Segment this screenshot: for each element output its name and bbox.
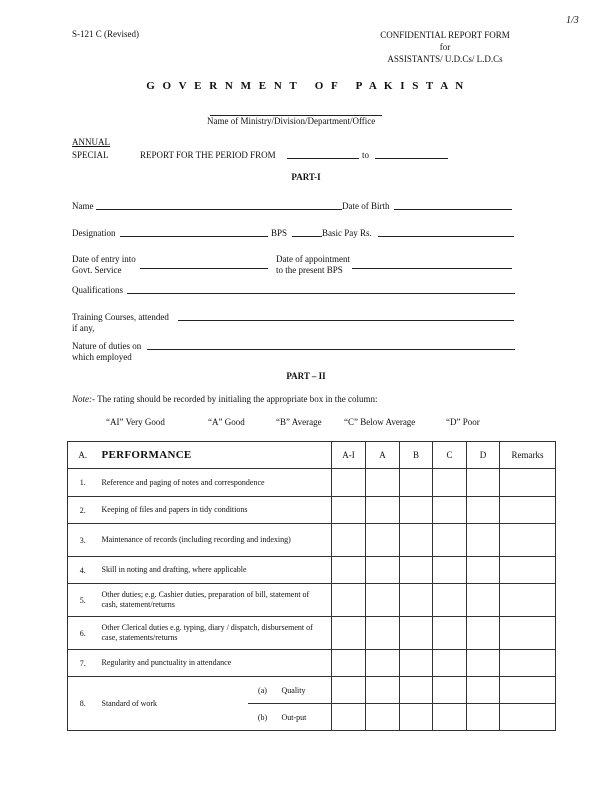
sub-label-a: (a)	[248, 677, 278, 704]
rating-cell[interactable]	[433, 617, 467, 650]
rating-cell[interactable]	[332, 524, 366, 557]
row-description: Skill in noting and drafting, where applicable	[98, 557, 332, 584]
note-text: The rating should be recorded by initialing the appropriate box in the column:	[95, 394, 378, 404]
dob-field[interactable]	[394, 209, 512, 210]
row-number: 8.	[68, 677, 98, 731]
rating-cell[interactable]	[366, 617, 400, 650]
rating-cell[interactable]	[433, 677, 467, 704]
bps-label: BPS	[271, 228, 288, 238]
section-letter: A.	[68, 442, 98, 469]
rating-b: “B” Average	[276, 417, 322, 427]
rating-cell[interactable]	[433, 704, 467, 731]
rating-cell[interactable]	[332, 557, 366, 584]
remarks-cell[interactable]	[500, 557, 556, 584]
row-number: 6.	[68, 617, 98, 650]
row-description: Regularity and punctuality in attendance	[98, 650, 332, 677]
table-row	[68, 617, 556, 650]
row-number: 3.	[68, 524, 98, 557]
note-label: Note:-	[72, 394, 95, 404]
table-header-row	[68, 442, 556, 469]
basic-pay-field[interactable]	[378, 236, 514, 237]
col-a-i: A-I	[332, 442, 366, 469]
entry-label	[72, 254, 136, 276]
qualifications-label: Qualifications	[72, 285, 123, 295]
rating-cell[interactable]	[332, 617, 366, 650]
appointment-label-line-1: Date of appointment	[276, 254, 350, 264]
qualifications-field[interactable]	[127, 293, 515, 294]
col-c: C	[433, 442, 467, 469]
col-d: D	[467, 442, 500, 469]
rating-ai: “AI” Very Good	[106, 417, 165, 427]
form-code: S-121 C (Revised)	[72, 29, 139, 39]
sub-label-b: (b)	[248, 704, 278, 731]
table-row	[68, 557, 556, 584]
col-remarks: Remarks	[500, 442, 556, 469]
row-description: Standard of work	[98, 677, 248, 731]
rating-cell[interactable]	[467, 524, 500, 557]
name-field[interactable]	[96, 209, 342, 210]
header-line-3: ASSISTANTS/ U.D.Cs/ L.D.Cs	[387, 54, 503, 64]
ministry-label: Name of Ministry/Division/Department/Office	[207, 116, 376, 126]
rating-d: “D” Poor	[446, 417, 480, 427]
rating-cell[interactable]	[467, 584, 500, 617]
header-line-2: for	[439, 42, 451, 52]
rating-cell[interactable]	[467, 469, 500, 497]
rating-cell[interactable]	[332, 584, 366, 617]
row-number: 4.	[68, 557, 98, 584]
rating-cell[interactable]	[366, 677, 400, 704]
report-type-special[interactable]: SPECIAL	[72, 150, 109, 160]
row-description: Other duties; e.g. Cashier duties, preparation of bill, statement of cash, statement/returns	[98, 584, 332, 617]
table-row	[68, 469, 556, 497]
rating-cell[interactable]	[366, 704, 400, 731]
rating-cell[interactable]	[467, 557, 500, 584]
remarks-cell[interactable]	[500, 704, 556, 731]
rating-cell[interactable]	[400, 497, 433, 524]
rating-cell[interactable]	[366, 524, 400, 557]
duties-label-line-1: Nature of duties on	[72, 341, 142, 351]
designation-field[interactable]	[120, 236, 268, 237]
government-title: G O V E R N M E N T O F P A K I S T A N	[146, 80, 466, 92]
page-number: 1/3	[566, 15, 579, 26]
row-number: 5.	[68, 584, 98, 617]
rating-cell[interactable]	[332, 497, 366, 524]
rating-a: “A” Good	[208, 417, 245, 427]
part2-title: PART – II	[286, 371, 326, 381]
remarks-cell[interactable]	[500, 584, 556, 617]
part1-title: PART-I	[291, 172, 321, 182]
row-number: 2.	[68, 497, 98, 524]
period-to-field[interactable]	[375, 158, 448, 159]
header-line-1: CONFIDENTIAL REPORT FORM	[380, 30, 510, 40]
rating-cell[interactable]	[400, 677, 433, 704]
period-from-field[interactable]	[287, 158, 359, 159]
remarks-cell[interactable]	[500, 469, 556, 497]
performance-table	[67, 441, 556, 731]
note	[72, 394, 378, 404]
rating-cell[interactable]	[467, 650, 500, 677]
appointment-date-field[interactable]	[352, 268, 512, 269]
rating-cell[interactable]	[366, 469, 400, 497]
rating-cell[interactable]	[400, 469, 433, 497]
duties-field[interactable]	[147, 349, 515, 350]
sub-text-output: Out-put	[278, 704, 332, 731]
period-to-label: to	[362, 150, 370, 160]
basic-pay-label: Basic Pay Rs.	[322, 228, 372, 238]
appointment-label	[276, 254, 350, 276]
table-row-8a	[68, 677, 556, 704]
training-label-line-2: if any,	[72, 323, 95, 333]
rating-cell[interactable]	[467, 704, 500, 731]
row-description: Other Clerical duties e.g. typing, diary / dispatch, disbursement of case, statements/returns	[98, 617, 332, 650]
rating-cell[interactable]	[366, 497, 400, 524]
entry-date-field[interactable]	[140, 268, 268, 269]
rating-cell[interactable]	[433, 557, 467, 584]
remarks-cell[interactable]	[500, 524, 556, 557]
rating-cell[interactable]	[366, 557, 400, 584]
rating-cell[interactable]	[400, 650, 433, 677]
rating-cell[interactable]	[433, 497, 467, 524]
rating-cell[interactable]	[400, 524, 433, 557]
training-label	[72, 312, 169, 334]
col-b: B	[400, 442, 433, 469]
name-label: Name	[72, 201, 94, 211]
rating-cell[interactable]	[433, 469, 467, 497]
entry-label-line-1: Date of entry into	[72, 254, 136, 264]
entry-label-line-2: Govt. Service	[72, 265, 122, 275]
remarks-cell[interactable]	[500, 497, 556, 524]
rating-cell[interactable]	[400, 584, 433, 617]
report-type-annual[interactable]: ANNUAL	[72, 137, 110, 147]
sub-text-quality: Quality	[278, 677, 332, 704]
col-a: A	[366, 442, 400, 469]
duties-label-line-2: which employed	[72, 352, 132, 362]
remarks-cell[interactable]	[500, 650, 556, 677]
table-row	[68, 650, 556, 677]
row-number: 1.	[68, 469, 98, 497]
period-label: REPORT FOR THE PERIOD FROM	[140, 150, 276, 160]
dob-label: Date of Birth	[342, 201, 390, 211]
row-description: Maintenance of records (including recording and indexing)	[98, 524, 332, 557]
table-row	[68, 497, 556, 524]
remarks-cell[interactable]	[500, 617, 556, 650]
table-row	[68, 524, 556, 557]
row-description: Reference and paging of notes and correspondence	[98, 469, 332, 497]
appointment-label-line-2: to the present BPS	[276, 265, 343, 275]
rating-cell[interactable]	[332, 704, 366, 731]
rating-cell[interactable]	[433, 650, 467, 677]
duties-label	[72, 341, 141, 363]
rating-cell[interactable]	[332, 469, 366, 497]
rating-cell[interactable]	[332, 677, 366, 704]
table-row	[68, 584, 556, 617]
row-description: Keeping of files and papers in tidy conditions	[98, 497, 332, 524]
rating-cell[interactable]	[400, 704, 433, 731]
rating-cell[interactable]	[332, 650, 366, 677]
performance-title: PERFORMANCE	[98, 442, 332, 469]
rating-cell[interactable]	[400, 557, 433, 584]
rating-cell[interactable]	[433, 524, 467, 557]
bps-field[interactable]	[292, 236, 322, 237]
rating-cell[interactable]	[467, 677, 500, 704]
rating-cell[interactable]	[366, 650, 400, 677]
rating-cell[interactable]	[400, 617, 433, 650]
rating-cell[interactable]	[467, 617, 500, 650]
rating-cell[interactable]	[433, 584, 467, 617]
header-block	[330, 29, 560, 65]
rating-c: “C” Below Average	[344, 417, 416, 427]
training-label-line-1: Training Courses, attended	[72, 312, 169, 322]
rating-cell[interactable]	[366, 584, 400, 617]
row-number: 7.	[68, 650, 98, 677]
rating-cell[interactable]	[467, 497, 500, 524]
designation-label: Designation	[72, 228, 116, 238]
remarks-cell[interactable]	[500, 677, 556, 704]
training-field[interactable]	[178, 320, 514, 321]
